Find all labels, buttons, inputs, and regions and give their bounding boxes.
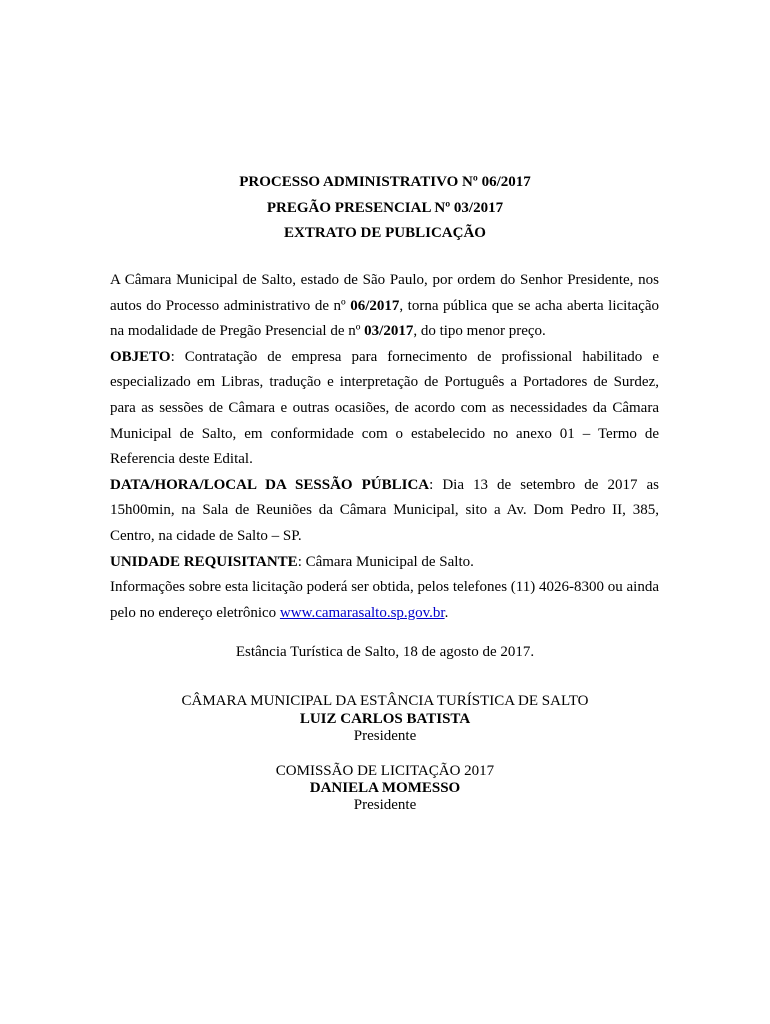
session-paragraph [110, 473, 659, 550]
unit-text: : Câmara Municipal de Salto. [297, 553, 474, 570]
process-title: PROCESSO ADMINISTRATIVO Nº 06/2017 [239, 174, 531, 190]
intro-text-1: A Câmara Municipal de Salto, estado de São Paulo, por ordem do Senhor Presidente, nos autos do Processo administrativo de nº [110, 272, 659, 314]
objeto-paragraph [110, 345, 659, 473]
website-link[interactable]: www.camarasalto.sp.gov.br [279, 604, 445, 621]
session-text: : Dia 13 de setembro de 2017 as 15h00min, na Sala de Reuniões da Câmara Municipal, sito a Av. Dom Pedro II, 385, Centro, na cidade de Salto – SP. [110, 476, 659, 544]
process-number: 06/2017 [350, 297, 400, 314]
signature-org-2: COMISSÃO DE LICITAÇÃO 2017 [275, 763, 495, 779]
unit-label: UNIDADE REQUISITANTE [110, 553, 298, 570]
objeto-text: : Contratação de empresa para fornecimento de profissional habilitado e especializado em Libras, tradução e interpretação de Português a Portadores de Surdez, para as sessões de Câmara e outras ocasiões, de acordo com as necessidades da Câmara Municipal de Salto, em conformidade com o estabelecido no anexo 01 – Termo de Referencia deste Edital. [110, 348, 659, 468]
intro-paragraph [110, 268, 659, 345]
intro-text-2: , torna pública que se acha aberta licitação na modalidade de Pregão Presencial de nº [110, 297, 659, 340]
intro-text-3: , do tipo menor preço. [413, 323, 546, 340]
signature-role-1: Presidente [353, 728, 417, 744]
unit-paragraph [110, 550, 659, 576]
signature-org-1: CÂMARA MUNICIPAL DA ESTÂNCIA TURÍSTICA DE SALTO [181, 693, 589, 709]
pregao-number: 03/2017 [364, 323, 414, 340]
pregao-title: PREGÃO PRESENCIAL Nº 03/2017 [266, 200, 504, 216]
info-text: Informações sobre esta licitação poderá ser obtida, pelos telefones (11) 4026-8300 ou ainda pelo no endereço eletrônico [110, 579, 659, 621]
info-end: . [444, 604, 449, 621]
extract-title: EXTRATO DE PUBLICAÇÃO [284, 225, 486, 241]
signature-name-2: DANIELA MOMESSO [309, 780, 461, 796]
document-body [110, 268, 659, 626]
info-paragraph [110, 575, 659, 626]
objeto-label: OBJETO [110, 348, 171, 365]
date-line: Estância Turística de Salto, 18 de agosto de 2017. [235, 644, 535, 660]
signature-name-1: LUIZ CARLOS BATISTA [299, 711, 471, 727]
signature-role-2: Presidente [353, 797, 417, 813]
session-label: DATA/HORA/LOCAL DA SESSÃO PÚBLICA [110, 476, 430, 493]
